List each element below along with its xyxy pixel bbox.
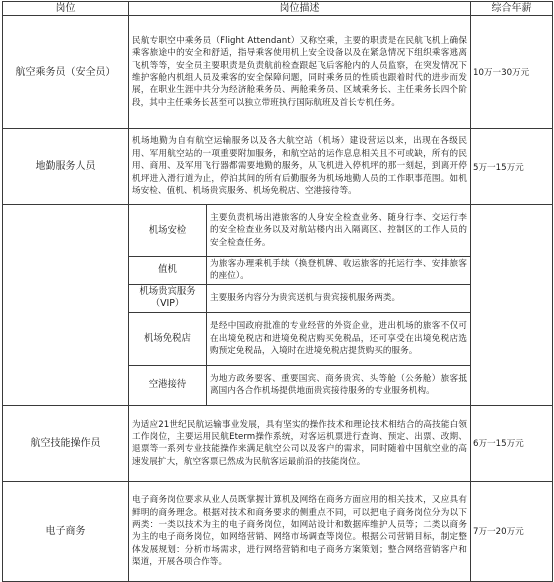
row-dutyfree-position: 机场免税店 xyxy=(129,312,207,365)
row-attendant-position: 航空乘务员（安全员） xyxy=(3,16,129,129)
table-row xyxy=(3,405,553,481)
row-ecommerce-description: 电子商务岗位要求从业人员既掌握计算机及网络在商务方面应用的相关技术，又应具有鲜明的商务理念。根据对技术和商务要求的侧重点不同，可以把电子商务岗位分为以下两类：一类以技术为主的电子商务岗位，如网站设计和数据库维护人员等；二类以商务为主的电子商务岗位，如网络营销、网络市场调查等岗位。根据公司营销目标，制定整体发展规划：分析市场需求，进行网络营销和电子商务方案策划；整合网络营销客户和渠道，开展各项合作等。 xyxy=(129,481,471,581)
row-technical-salary: 6万一15万元 xyxy=(471,405,553,481)
row-vip-position: 机场贵宾服务（VIP） xyxy=(129,284,207,312)
table-row xyxy=(3,481,553,581)
row-checkin-description: 为旅客办理乘机手续（换登机牌、收运旅客的托运行李、安排旅客的座位）。 xyxy=(207,257,471,285)
row-attendant-salary: 10万一30万元 xyxy=(471,16,553,129)
row-vip-description: 主要服务内容分为贵宾送机与贵宾接机服务两类。 xyxy=(207,284,471,312)
row-dutyfree-description: 是经中国政府批准的专业经营的外资企业，进出机场的旅客不仅可在出境免税店和进境免税店购买免税品，还可享受在出境免税店选购预定免税品，入境时在进境免税店提货购买的服务。 xyxy=(207,312,471,365)
header-description: 岗位描述 xyxy=(129,2,471,16)
row-ground-salary: 5万一15万元 xyxy=(471,129,553,205)
ground-subitems-blank xyxy=(3,205,129,406)
row-reception-description: 为地方政务要客、重要国宾、商务贵宾、头等舱（公务舱）旅客抵离国内各合作机场提供地面贵宾接待服务的专业服务机构。 xyxy=(207,365,471,405)
table-row xyxy=(3,129,553,205)
row-technical-description: 为适应21世纪民航运输事业发展，具有坚实的操作技术和理论技术相结合的高技能白领工作岗位，主要运用民航Eterm操作系统，对客运机票进行查询、预定、出票、改期、退票等一系列专业技能操作来满足航空公司以及客户的需求，同时随着中国航空业的高速发展扩大，航空客票已然成为民航客运最前沿的技能岗位。 xyxy=(129,405,471,481)
row-attendant-description: 民航专职空中乘务员（Flight Attendant）又称空乘，主要的职责是在民航飞机上确保乘客旅途中的安全和舒适，指导乘客使用机上安全设备以及在紧急情况下组织乘客逃离飞机等等，安全员主要职责是负责航前检查跟起飞后客舱内的人员监察，在突发情况下维护客舱内机组人员及乘客的安全保障问题，同时乘务员的性质也跟着时代的进步而发展，在职业生涯中共分为经济舱乘务员、两舱乘务员、区域乘务长、主任乘务长四个阶段，其中主任乘务长甚至可以独立带班执行国际航班及首长专机任务。 xyxy=(129,16,471,129)
row-ecommerce-position: 电子商务 xyxy=(3,481,129,581)
header-salary: 综合年薪 xyxy=(471,2,553,16)
header-position: 岗位 xyxy=(3,2,129,16)
row-technical-position: 航空技能操作员 xyxy=(3,405,129,481)
row-security-position: 机场安检 xyxy=(129,205,207,257)
table-row xyxy=(3,16,553,129)
row-security-description: 主要负责机场出港旅客的人身安全检查业务、随身行李、交运行李的安全检查业务以及对航站楼内出入隔离区、控制区的工作人员的安全检查任务。 xyxy=(207,205,471,257)
table-row xyxy=(3,205,553,257)
ground-subitems-salary-blank xyxy=(471,205,553,406)
row-checkin-position: 值机 xyxy=(129,257,207,285)
job-table xyxy=(2,1,553,582)
table-header-row xyxy=(3,2,553,16)
row-reception-position: 空港接待 xyxy=(129,365,207,405)
row-ground-description: 机场地勤为自有航空运输服务以及各大航空站（机场）建设营运以来，出现在各级民用、军用航空站的一项重要附加服务，和航空站的运作息息相关且不可或缺，所有的民用、商用、及军用飞行器都需要地勤的服务，从飞机进入停机坪的那一刻起，到离开停机坪进入滑行道为止，停泊其间的所有后勤服务为机场地勤人员的工作职事范围。如机场安检、值机、机场贵宾服务、机场免税店、空港接待等。 xyxy=(129,129,471,205)
row-ground-position: 地勤服务人员 xyxy=(3,129,129,205)
row-ecommerce-salary: 7万一20万元 xyxy=(471,481,553,581)
